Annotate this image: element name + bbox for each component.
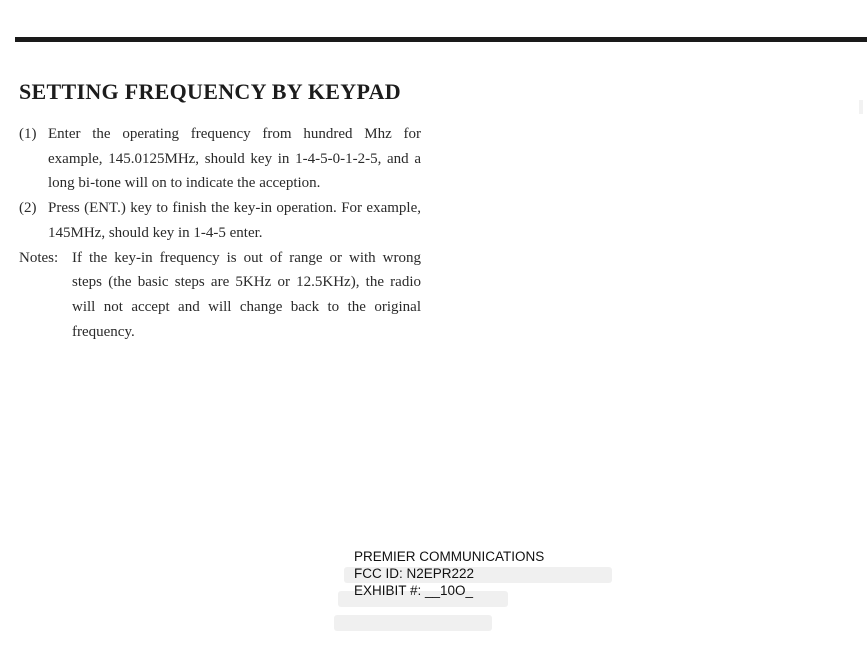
notes-item (19, 246, 421, 345)
fcc-exhibit-stamp (354, 548, 544, 599)
step-text: Enter the operating frequency from hundred Mhz for example, 145.0125MHz, should key in 1-4-5-0-1-2-5, and a long bi-tone will on to indicate the acception. (48, 126, 421, 192)
instructions (19, 122, 421, 344)
stamp-fcc-id: FCC ID: N2EPR222 (354, 566, 475, 581)
page-title: SETTING FREQUENCY BY KEYPAD (19, 78, 401, 104)
stamp-exhibit: EXHIBIT #: __10O_ (354, 583, 474, 598)
step-text: Press (ENT.) key to finish the key-in operation. For example, 145MHz, should key in 1-4-5 enter. (48, 200, 421, 241)
step-marker: (2) (19, 200, 37, 217)
notes-marker: Notes: (19, 249, 59, 266)
notes-text: If the key-in frequency is out of range or with wrong steps (the basic steps are 5KHz or 12.5KHz), the radio will not accept and will change back to the original frequency. (72, 249, 421, 340)
step-item (19, 196, 421, 245)
top-rule (15, 37, 867, 42)
stamp-company: PREMIER COMMUNICATIONS (354, 549, 545, 564)
step-marker: (1) (19, 126, 37, 142)
scan-edge-mark (859, 100, 863, 114)
step-item (19, 122, 421, 196)
